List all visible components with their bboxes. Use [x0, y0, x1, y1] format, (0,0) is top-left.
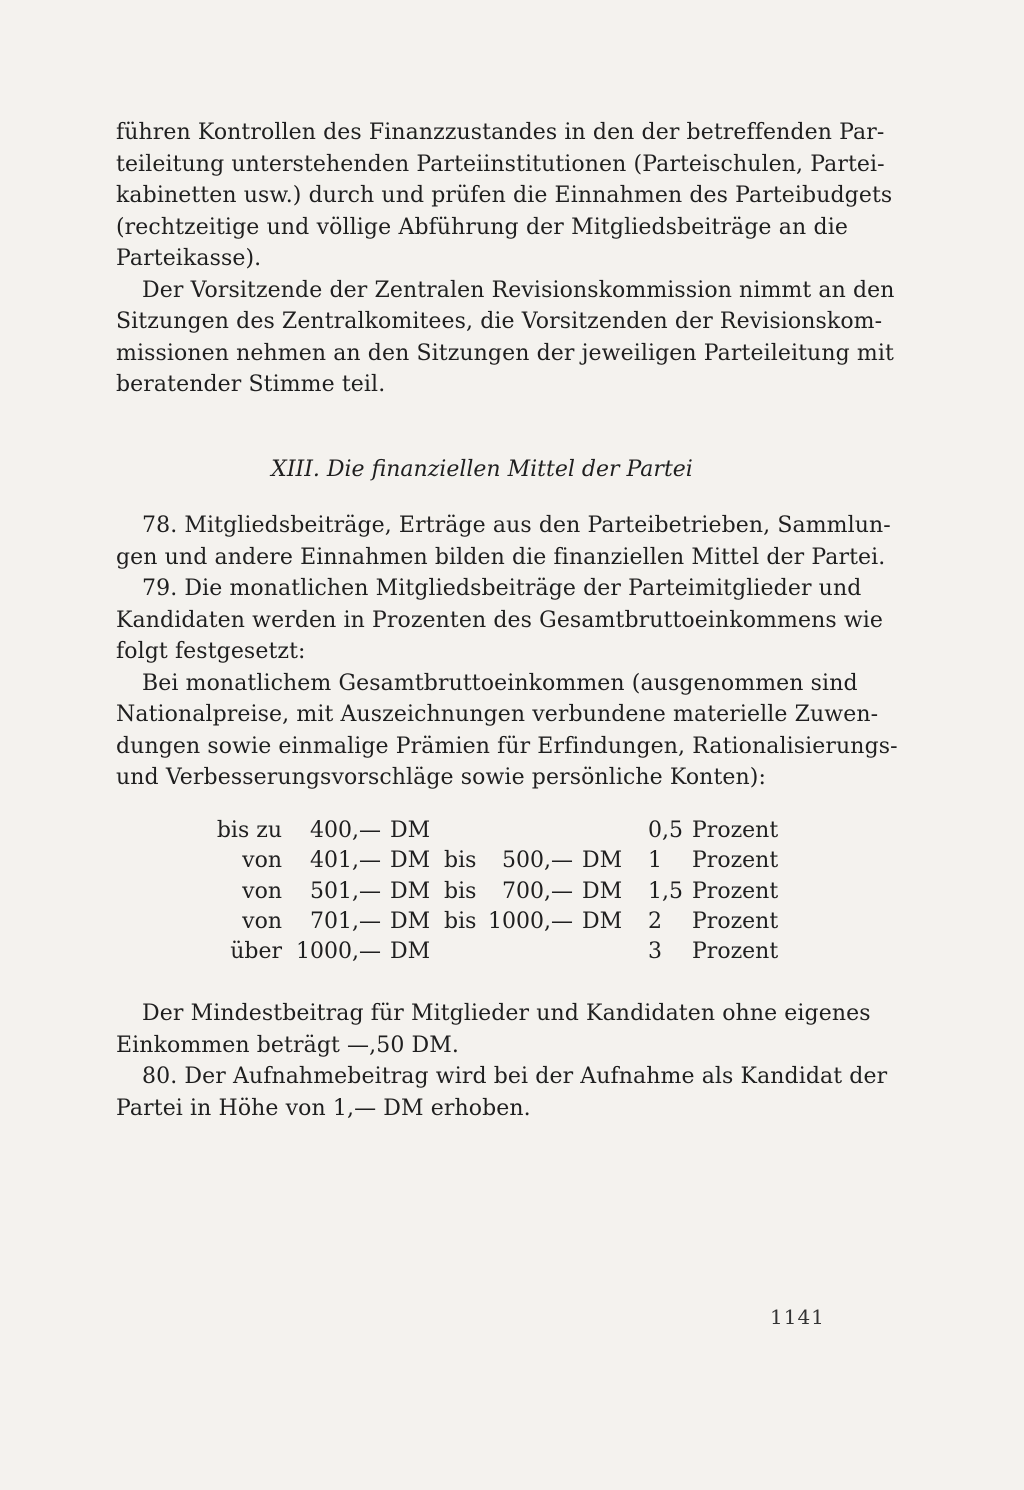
text-line: Partei in Höhe von 1,— DM erhoben.	[116, 1095, 531, 1121]
fee-bis: bis	[444, 878, 477, 904]
fee-amount-to: 500,—	[502, 848, 573, 874]
fee-table	[0, 816, 1024, 967]
fee-percent: 3	[648, 939, 662, 965]
text-line: Kandidaten werden in Prozenten des Gesamtbruttoeinkommens wie	[116, 607, 884, 633]
text-line: Einkommen beträgt —,50 DM.	[116, 1032, 459, 1058]
text-line: Der Vorsitzende der Zentralen Revisionskommission nimmt an den	[142, 277, 895, 303]
fee-row	[0, 907, 1024, 937]
fee-prefix: von	[242, 848, 282, 874]
fee-percent-label: Prozent	[692, 818, 779, 843]
fee-amount-from: 400,—	[310, 818, 381, 843]
fee-row	[0, 816, 1024, 846]
text-line: missionen nehmen an den Sitzungen der jeweiligen Parteileitung mit	[116, 340, 894, 366]
text-line: und Verbesserungsvorschläge sowie persönliche Konten):	[116, 765, 766, 790]
fee-amount-from: 701,—	[310, 908, 381, 934]
fee-prefix: bis zu	[216, 818, 282, 843]
text-line: 79. Die monatlichen Mitgliedsbeiträge der Parteimitglieder und	[142, 576, 862, 601]
page-number: 1141	[770, 1305, 825, 1329]
fee-amount-from: 1000,—	[296, 939, 381, 965]
text-line: Parteikasse).	[116, 246, 262, 271]
text-line: beratender Stimme teil.	[116, 372, 386, 397]
text-line: 80. Der Aufnahmebeitrag wird bei der Aufnahme als Kandidat der	[142, 1064, 888, 1089]
fee-percent: 2	[648, 908, 662, 934]
fee-unit-to: DM	[582, 878, 623, 904]
text-line: gen und andere Einnahmen bilden die finanziellen Mittel der Partei.	[116, 544, 886, 570]
fee-percent: 1,5	[648, 878, 683, 904]
text-line: folgt festgesetzt:	[116, 639, 306, 664]
fee-percent: 1	[648, 848, 662, 874]
fee-unit-from: DM	[390, 848, 431, 874]
fee-row	[0, 846, 1024, 876]
text-line: teileitung unterstehenden Parteiinstitutionen (Parteischulen, Partei-	[116, 151, 885, 177]
text-line: Nationalpreise, mit Auszeichnungen verbundene materielle Zuwen-	[116, 702, 879, 727]
fee-bis: bis	[444, 908, 477, 934]
fee-amount-to: 700,—	[502, 878, 573, 904]
text-line: kabinetten usw.) durch und prüfen die Einnahmen des Parteibudgets	[116, 183, 893, 208]
fee-amount-to: 1000,—	[488, 908, 573, 934]
fee-row	[0, 937, 1024, 967]
fee-unit-to: DM	[582, 908, 623, 934]
closing-paragraphs	[116, 998, 888, 1124]
text-line: führen Kontrollen des Finanzzustandes in den der betreffenden Par-	[116, 120, 885, 145]
text-line: (rechtzeitige und völlige Abführung der Mitgliedsbeiträge an die	[116, 214, 848, 240]
text-line: Sitzungen des Zentralkomitees, die Vorsitzenden der Revisionskom-	[116, 309, 883, 334]
fee-unit-from: DM	[390, 939, 431, 965]
fee-unit-from: DM	[390, 908, 431, 934]
fee-prefix: von	[242, 908, 282, 934]
fee-percent-label: Prozent	[692, 878, 779, 904]
text-line: Der Mindestbeitrag für Mitglieder und Kandidaten ohne eigenes	[142, 1001, 871, 1026]
fee-unit-from: DM	[390, 818, 431, 843]
intro-paragraphs	[116, 117, 895, 401]
fee-percent-label: Prozent	[692, 848, 779, 874]
section-heading: XIII. Die finanziellen Mittel der Partei	[271, 457, 693, 482]
text-line: Bei monatlichem Gesamtbruttoeinkommen (ausgenommen sind	[142, 670, 858, 696]
section-paragraphs	[116, 510, 898, 794]
text-line: 78. Mitgliedsbeiträge, Erträge aus den Parteibetrieben, Sammlun-	[142, 513, 891, 538]
fee-unit-to: DM	[582, 848, 623, 874]
fee-percent: 0,5	[648, 818, 683, 843]
fee-row	[0, 877, 1024, 907]
fee-prefix: über	[230, 939, 282, 965]
text-line: dungen sowie einmalige Prämien für Erfindungen, Rationalisierungs-	[116, 733, 898, 759]
fee-percent-label: Prozent	[692, 908, 779, 934]
fee-unit-from: DM	[390, 878, 431, 904]
fee-amount-from: 401,—	[310, 848, 381, 874]
fee-percent-label: Prozent	[692, 939, 779, 965]
fee-bis: bis	[444, 848, 477, 874]
fee-amount-from: 501,—	[310, 878, 381, 904]
fee-prefix: von	[242, 878, 282, 904]
